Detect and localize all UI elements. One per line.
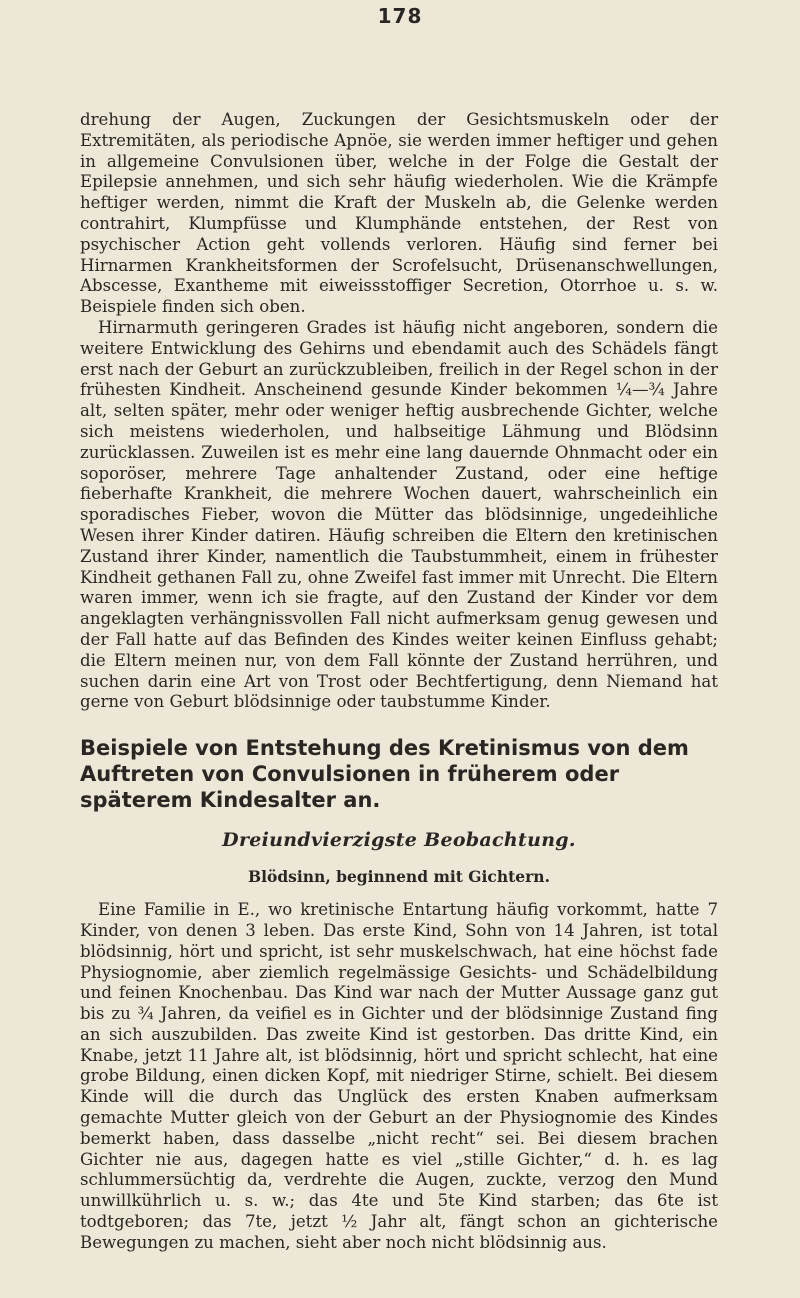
- paragraph-case-report: Eine Familie in E., wo kretinische Entartung häufig vorkommt, hatte 7 Kinder, von denen 3 leben. Das erste Kind, Sohn von 14 Jahren, ist total blödsinnig, hört und spricht, ist sehr muskelschwach, hat eine höchst fade Physiognomie, aber ziemlich regelmässige Gesichts- und Schädelbildung und feinen Knochenbau. Das Kind war nach der Mutter Aussage ganz gut bis zu ¾ Jahren, da veifiel es in Gichter und der blödsinnige Zustand fing an sich auszubilden. Das zweite Kind ist gestorben. Das dritte Kind, ein Knabe, jetzt 11 Jahre alt, ist blödsinnig, hört und spricht schlecht, hat eine grobe Bildung, einen dicken Kopf, mit niedriger Stirne, schielt. Bei diesem Kinde will die durch das Unglück des ersten Knaben aufmerksam gemachte Mutter gleich von der Geburt an der Physiognomie des Kindes bemerkt haben, dass dasselbe „nicht recht“ sei. Bei diesem brachen Gichter nie aus, dagegen hatte es viel „stille Gichter,“ d. h. es lag schlummersüchtig da, verdrehte die Augen, zuckte, verzog den Mund unwillkührlich u. s. w.; das 4te und 5te Kind starben; das 6te ist todtgeboren; das 7te, jetzt ½ Jahr alt, fängt schon an gichterische Bewegungen zu machen, sieht aber noch nicht blödsinnig aus.: [80, 900, 718, 1252]
- section-heading: Beispiele von Entstehung des Kretinismus von dem Auftreten von Convulsionen in früherem oder späterem Kindesalter an.: [80, 736, 689, 813]
- observation-title: Dreiundvierzigste Beobachtung.: [222, 829, 576, 852]
- paragraph-hirnarmuth: Hirnarmuth geringeren Grades ist häufig nicht angeboren, sondern die weitere Entwicklung des Gehirns und ebendamit auch des Schädels fängt erst nach der Geburt an zurückzubleiben, freilich in der Regel schon in der frühesten Kindheit. Anscheinend gesunde Kinder bekommen ¼—¾ Jahre alt, selten später, mehr oder weniger heftig ausbrechende Gichter, welche sich meistens wiederholen, und halbseitige Lähmung und Blödsinn zurücklassen. Zuweilen ist es mehr eine lang dauernde Ohnmacht oder ein soporöser, mehrere Tage anhaltender Zustand, oder eine heftige fieberhafte Krankheit, die mehrere Wochen dauert, wahrscheinlich ein sporadisches Fieber, wovon die Mütter das blödsinnige, ungedeihliche Wesen ihrer Kinder datiren. Häufig schreiben die Eltern den kretinischen Zustand ihrer Kinder, namentlich die Taubstummheit, einem in frühester Kindheit gethanen Fall zu, ohne Zweifel fast immer mit Unrecht. Die Eltern waren immer, wenn ich sie fragte, auf den Zustand der Kinder vor dem angeklagten verhängnissvollen Fall nicht aufmerksam genug gewesen und der Fall hatte auf das Befinden des Kindes weiter keinen Einfluss gehabt; die Eltern meinen nur, von dem Fall könnte der Zustand herrühren, und suchen darin eine Art von Trost oder Bechtfertigung, denn Niemand hat gerne von Geburt blödsinnige oder taubstumme Kinder.: [80, 317, 718, 712]
- observation-subtitle: Blödsinn, beginnend mit Gichtern.: [248, 867, 550, 887]
- page-body: [80, 110, 718, 1254]
- paragraph-continuation: drehung der Augen, Zuckungen der Gesichtsmuskeln oder der Extremitäten, als periodische Apnöe, sie werden immer heftiger und gehen in allgemeine Convulsionen über, welche in der Folge die Gestalt der Epilepsie annehmen, und sich sehr häufig wiederholen. Wie die Krämpfe heftiger werden, nimmt die Kraft der Muskeln ab, die Gelenke werden contrahirt, Klumpfüsse und Klumphände entstehen, der Rest von psychischer Action geht vollends verloren. Häufig sind ferner bei Hirnarmen Krankheitsformen der Scrofelsucht, Drüsenanschwellungen, Abscesse, Exantheme mit eiweissstoffiger Secretion, Otorrhoe u. s. w. Beispiele finden sich oben.: [80, 110, 718, 317]
- page-number: 178: [377, 4, 423, 28]
